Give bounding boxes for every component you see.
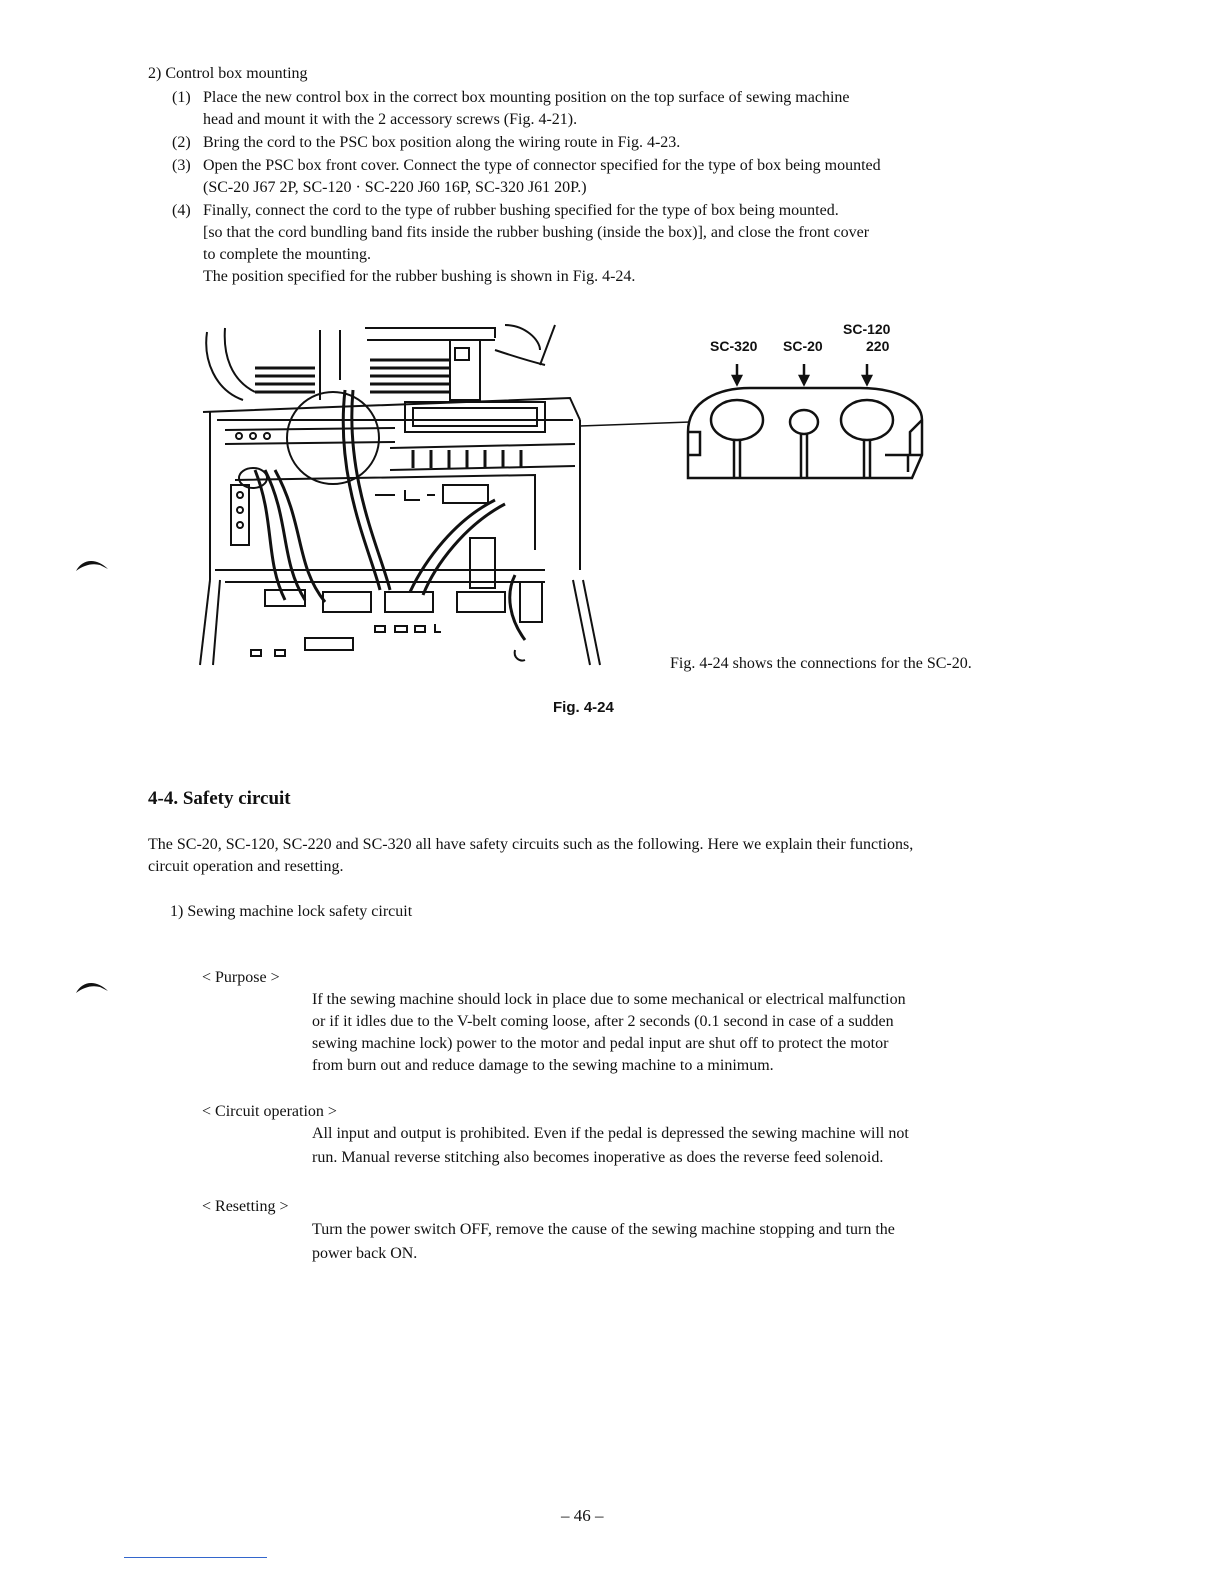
item-label-purpose: < Purpose > [202,969,280,986]
item-text-line: from burn out and reduce damage to the sewing machine to a minimum. [312,1057,774,1074]
item-label-circuit-operation: < Circuit operation > [202,1103,337,1120]
step-text-line: [so that the cord bundling band fits inside the rubber bushing (inside the box)], and close the front cover [203,224,870,241]
label-220: 220 [866,338,890,354]
item-text-line: power back ON. [312,1245,418,1262]
step-text-line: The position specified for the rubber bushing is shown in Fig. 4-24. [203,268,636,285]
figure-caption: Fig. 4-24 [553,699,614,716]
intro-line: circuit operation and resetting. [148,858,344,875]
page-number: – 46 – [561,1506,604,1525]
rubber-bushing-diagram [680,360,930,495]
item-text-line: If the sewing machine should lock in place due to some mechanical or electrical malfunction [312,991,906,1008]
step-text-line: Bring the cord to the PSC box position along the wiring route in Fig. 4-23. [203,134,681,151]
step-number: (4) [172,202,191,219]
figure-note: Fig. 4-24 shows the connections for the SC-20. [670,655,972,672]
step-number: (1) [172,89,191,106]
item-text-line: run. Manual reverse stitching also becomes inoperative as does the reverse feed solenoid. [312,1149,884,1166]
step-text-line: head and mount it with the 2 accessory screws (Fig. 4-21). [203,111,578,128]
label-sc20: SC-20 [783,338,823,354]
item-text-line: or if it idles due to the V-belt coming loose, after 2 seconds (0.1 second in case of a sudden [312,1013,894,1030]
step-text-line: (SC-20 J67 2P, SC-120 · SC-220 J60 16P, SC-320 J61 20P.) [203,179,587,196]
item-label-resetting: < Resetting > [202,1198,289,1215]
section-heading-control-box: 2) Control box mounting [148,65,308,82]
item-text-line: sewing machine lock) power to the motor and pedal input are shut off to protect the motor [312,1035,889,1052]
bottom-rule [124,1557,267,1558]
section-heading-safety: 4-4. Safety circuit [148,788,291,809]
step-text-line: Finally, connect the cord to the type of rubber bushing specified for the type of box being mounted. [203,202,839,219]
step-text-line: Open the PSC box front cover. Connect the type of connector specified for the type of box being mounted [203,157,881,174]
intro-line: The SC-20, SC-120, SC-220 and SC-320 all have safety circuits such as the following. Here we explain their functions, [148,836,914,853]
sub-heading: 1) Sewing machine lock safety circuit [170,903,413,920]
step-text-line: to complete the mounting. [203,246,371,263]
label-sc320: SC-320 [710,338,758,354]
step-number: (2) [172,134,191,151]
machine-illustration [195,320,605,670]
item-text-line: All input and output is prohibited. Even if the pedal is depressed the sewing machine will not [312,1125,909,1142]
step-number: (3) [172,157,191,174]
margin-mark-icon [74,555,110,575]
label-sc120: SC-120 [843,321,891,337]
item-text-line: Turn the power switch OFF, remove the cause of the sewing machine stopping and turn the [312,1221,895,1238]
step-text-line: Place the new control box in the correct box mounting position on the top surface of sewing machine [203,89,850,106]
margin-mark-icon [74,977,110,997]
